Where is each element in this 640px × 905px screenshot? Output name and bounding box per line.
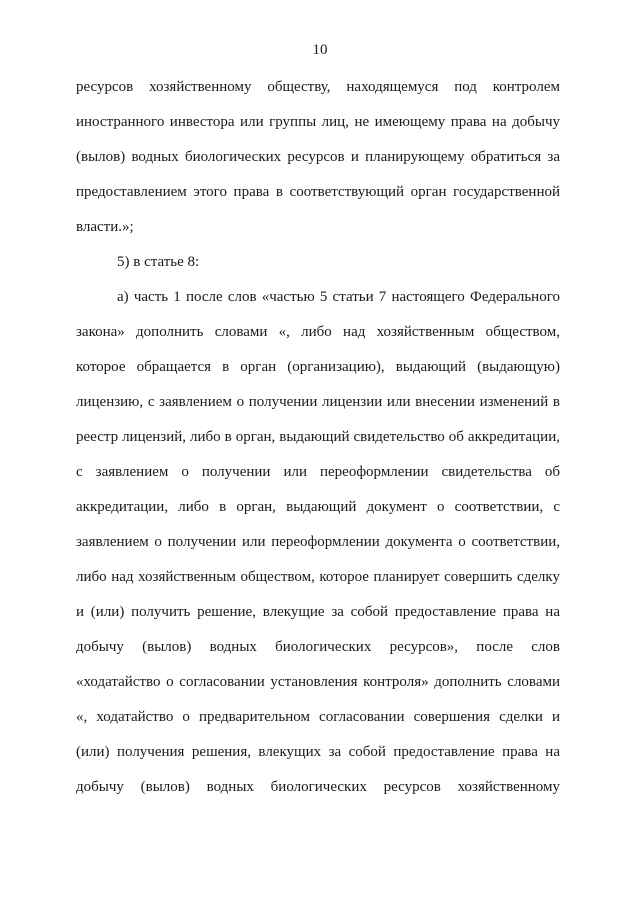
page-number: 10	[312, 42, 328, 58]
text-line: либо над хозяйственным обществом, которое планирует совершить сделку	[76, 569, 560, 585]
text-line: иностранного инвестора или группы лиц, не имеющему права на добычу	[76, 114, 560, 130]
text-line: а) часть 1 после слов «частью 5 статьи 7 настоящего Федерального	[117, 289, 560, 305]
text-line: и (или) получить решение, влекущие за собой предоставление права на	[76, 604, 560, 620]
text-line: 5) в статье 8:	[117, 254, 200, 270]
text-line: «ходатайство о согласовании установления контроля» дополнить словами	[76, 674, 560, 690]
text-line: добычу (вылов) водных биологических ресурсов», после слов	[76, 639, 560, 655]
text-line: лицензию, с заявлением о получении лицензии или внесении изменений в	[76, 394, 560, 410]
text-line: закона» дополнить словами «, либо над хозяйственным обществом,	[76, 324, 560, 340]
text-line: которое обращается в орган (организацию), выдающий (выдающую)	[76, 359, 560, 375]
text-line: с заявлением о получении или переоформлении свидетельства об	[76, 464, 560, 480]
text-line: заявлением о получении или переоформлении документа о соответствии,	[76, 534, 560, 550]
text-line: реестр лицензий, либо в орган, выдающий свидетельство об аккредитации,	[76, 429, 560, 445]
text-line: (вылов) водных биологических ресурсов и планирующему обратиться за	[76, 149, 560, 165]
text-line: (или) получения решения, влекущих за собой предоставление права на	[76, 744, 560, 760]
text-line: аккредитации, либо в орган, выдающий документ о соответствии, с	[76, 499, 560, 515]
text-line: «, ходатайство о предварительном согласовании совершения сделки и	[76, 709, 560, 725]
text-line: предоставлением этого права в соответствующий орган государственной	[76, 184, 560, 200]
text-line: ресурсов хозяйственному обществу, находящемуся под контролем	[76, 79, 560, 95]
text-line: добычу (вылов) водных биологических ресурсов хозяйственному	[76, 779, 560, 795]
text-line: власти.»;	[76, 219, 134, 235]
